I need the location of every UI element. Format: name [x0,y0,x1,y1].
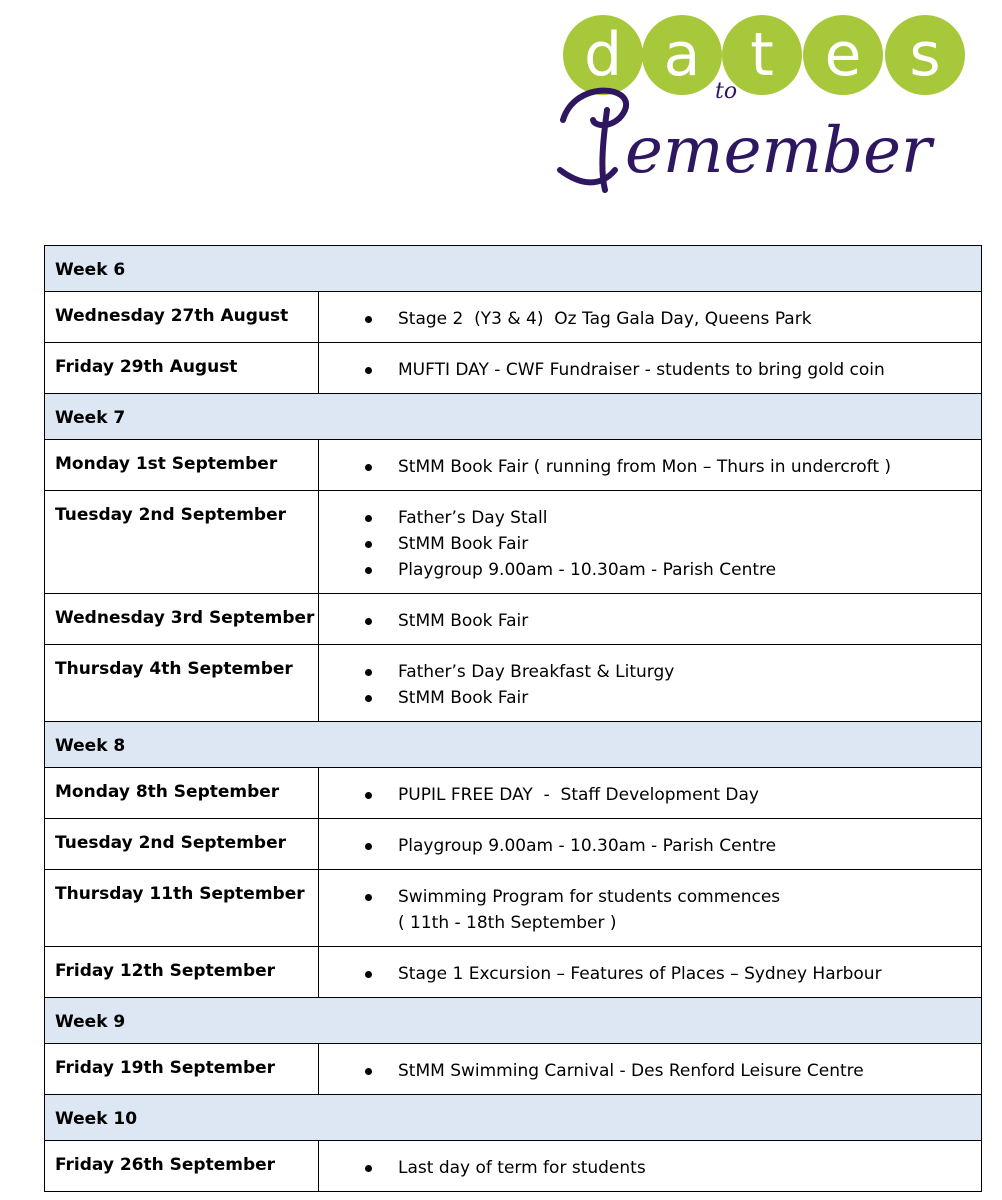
events-cell [319,594,982,645]
week-label: Week 9 [55,1012,126,1032]
date-label: Friday 29th August [55,357,238,377]
events-cell [319,1141,982,1192]
event-list [319,594,981,644]
event-item [319,884,981,910]
date-cell [45,292,319,343]
event-text: Father’s Day Breakfast & Liturgy [398,662,675,682]
date-cell [45,819,319,870]
event-continuation [319,910,981,936]
week-header-row [45,394,982,440]
date-label: Wednesday 27th August [55,306,289,326]
date-label: Wednesday 3rd September [55,608,315,628]
day-row [45,594,982,645]
day-row [45,491,982,594]
event-item [319,659,981,685]
date-label: Friday 26th September [55,1155,276,1175]
event-item [319,1155,981,1181]
event-item [319,608,981,634]
event-text: StMM Book Fair ( running from Mon – Thurs in undercroft ) [398,457,892,477]
dates-circles [563,15,965,95]
event-text: MUFTI DAY - CWF Fundraiser - students to bring gold coin [398,360,885,380]
events-cell [319,292,982,343]
dates-schedule-table [44,245,982,1192]
week-label: Week 6 [55,260,126,280]
events-cell [319,870,982,947]
week-header-row [45,1095,982,1141]
day-row [45,1044,982,1095]
date-cell [45,768,319,819]
week-header-cell [45,722,982,768]
event-list [319,645,981,721]
week-label: Week 10 [55,1109,138,1129]
event-list [319,819,981,869]
event-text: StMM Book Fair [398,534,529,554]
events-cell [319,1044,982,1095]
date-label: Thursday 11th September [55,884,305,904]
week-header-row [45,998,982,1044]
day-row [45,768,982,819]
week-header-cell [45,246,982,292]
event-text: StMM Book Fair [398,611,529,631]
svg-text:e: e [824,20,862,90]
event-item [319,1058,981,1084]
date-label: Monday 8th September [55,782,280,802]
date-cell [45,343,319,394]
date-label: Friday 19th September [55,1058,276,1078]
day-row [45,440,982,491]
day-row [45,343,982,394]
event-item [319,685,981,711]
event-list [319,292,981,342]
event-continuation-text: ( 11th - 18th September ) [398,913,617,933]
date-cell [45,947,319,998]
event-text: Last day of term for students [398,1158,646,1178]
day-row [45,1141,982,1192]
event-item [319,454,981,480]
event-list [319,768,981,818]
event-text: Stage 2 (Y3 & 4) Oz Tag Gala Day, Queens Park [398,309,812,329]
svg-text:t: t [750,20,774,90]
week-header-row [45,722,982,768]
event-list [319,1044,981,1094]
event-text: Father’s Day Stall [398,508,548,528]
svg-text:to: to [715,79,738,104]
date-label: Friday 12th September [55,961,276,981]
date-cell [45,645,319,722]
day-row [45,870,982,947]
event-text: Playgroup 9.00am - 10.30am - Parish Centre [398,560,777,580]
event-item [319,782,981,808]
svg-text:d: d [583,20,623,90]
event-text: StMM Book Fair [398,688,529,708]
events-cell [319,819,982,870]
event-item [319,833,981,859]
event-text: PUPIL FREE DAY - Staff Development Day [398,785,759,805]
event-list [319,440,981,490]
dates-to-remember-logo [555,10,975,210]
svg-text:a: a [663,20,701,90]
day-row [45,292,982,343]
day-row [45,947,982,998]
event-item [319,357,981,383]
events-cell [319,768,982,819]
events-cell [319,343,982,394]
event-text: Swimming Program for students commences [398,887,781,907]
day-row [45,819,982,870]
event-item [319,306,981,332]
week-header-row [45,246,982,292]
svg-text:emember: emember [625,114,932,188]
week-header-cell [45,1095,982,1141]
events-cell [319,440,982,491]
week-header-cell [45,394,982,440]
date-cell [45,491,319,594]
event-list [319,870,981,946]
week-label: Week 7 [55,408,126,428]
event-text: StMM Swimming Carnival - Des Renford Leisure Centre [398,1061,864,1081]
week-label: Week 8 [55,736,126,756]
event-item [319,961,981,987]
date-label: Thursday 4th September [55,659,293,679]
date-cell [45,1044,319,1095]
event-item [319,505,981,531]
event-item [319,531,981,557]
date-cell [45,1141,319,1192]
events-cell [319,645,982,722]
event-list [319,1141,981,1191]
event-list [319,343,981,393]
date-label: Monday 1st September [55,454,278,474]
events-cell [319,947,982,998]
event-text: Stage 1 Excursion – Features of Places – Sydney Harbour [398,964,882,984]
remember-script [560,91,626,190]
day-row [45,645,982,722]
svg-text:s: s [909,20,941,90]
event-text: Playgroup 9.00am - 10.30am - Parish Centre [398,836,777,856]
event-list [319,491,981,593]
event-list [319,947,981,997]
event-item [319,557,981,583]
date-cell [45,870,319,947]
events-cell [319,491,982,594]
date-cell [45,594,319,645]
date-label: Tuesday 2nd September [55,833,287,853]
date-cell [45,440,319,491]
date-label: Tuesday 2nd September [55,505,287,525]
week-header-cell [45,998,982,1044]
